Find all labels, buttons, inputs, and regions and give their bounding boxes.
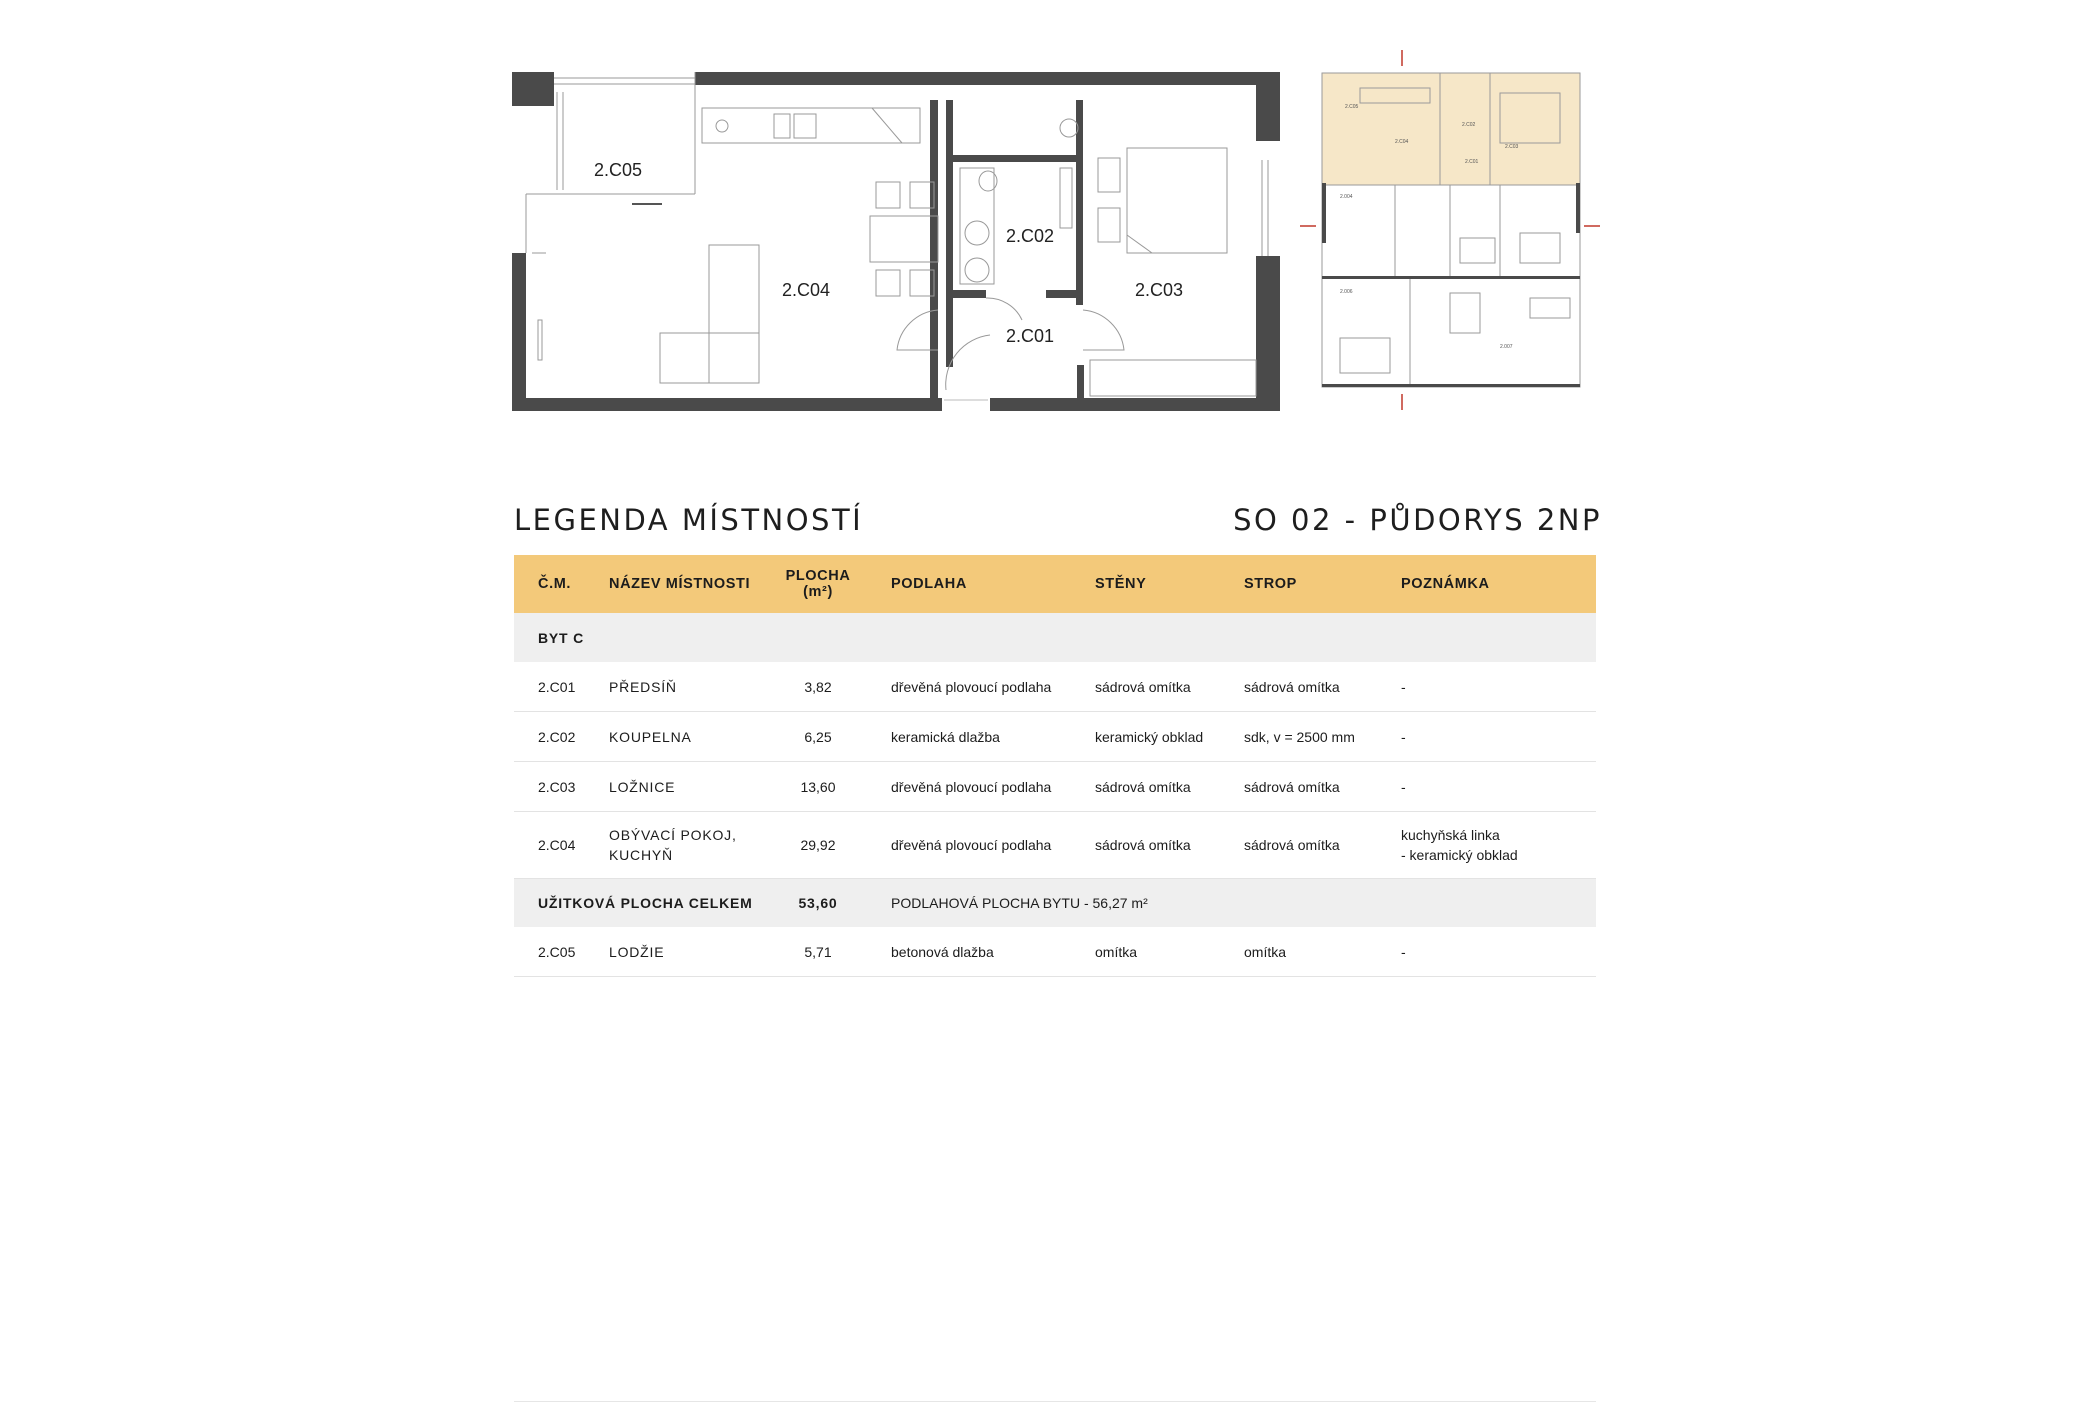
cell-walls: keramický obklad [1071, 712, 1220, 762]
cell-cm: 2.C03 [514, 762, 585, 812]
key-plan-room-label: 2.C03 [1505, 144, 1519, 150]
cell-name: PŘEDSÍŇ [585, 662, 769, 712]
cell-ceiling: sdk, v = 2500 mm [1220, 712, 1377, 762]
cell-walls: sádrová omítka [1071, 762, 1220, 812]
cell-walls: omítka [1071, 927, 1220, 977]
room-legend-table [514, 555, 1596, 977]
key-plan-room-label: 2.007 [1500, 344, 1513, 350]
sofa [538, 245, 759, 383]
cell-note: - [1377, 927, 1596, 977]
total-row [514, 879, 1596, 928]
cell-note [1377, 812, 1596, 879]
cell-cm: 2.C02 [514, 712, 585, 762]
floor-title: SO 02 - PŮDORYS 2NP [1233, 503, 1602, 537]
key-plan-room-label: 2.004 [1340, 194, 1353, 200]
floor-key-plan [1300, 48, 1600, 412]
col-header-area-label: PLOCHA [785, 568, 851, 584]
table-row [514, 927, 1596, 977]
cell-note: - [1377, 762, 1596, 812]
room-label: 2.C02 [1006, 226, 1055, 246]
col-header-walls: STĚNY [1071, 555, 1220, 613]
cell-area: 5,71 [769, 927, 867, 977]
group-row [514, 613, 1596, 662]
cell-ceiling: sádrová omítka [1220, 762, 1377, 812]
cell-ceiling: sádrová omítka [1220, 662, 1377, 712]
room-label: 2.C05 [594, 160, 643, 180]
cell-floor: dřevěná plovoucí podlaha [867, 762, 1071, 812]
legend-title: LEGENDA MÍSTNOSTÍ [514, 503, 864, 537]
apartment-floor-plan [512, 70, 1280, 412]
cell-name: LOŽNICE [585, 762, 769, 812]
cell-area: 29,92 [769, 812, 867, 879]
cell-floor: dřevěná plovoucí podlaha [867, 812, 1071, 879]
key-plan-room-label: 2.006 [1340, 289, 1353, 295]
key-plan-room-label: 2.C01 [1465, 159, 1479, 165]
cell-note: - [1377, 712, 1596, 762]
cell-cm: 2.C01 [514, 662, 585, 712]
cell-name [585, 812, 769, 879]
table-header-row [514, 555, 1596, 613]
cell-note-line2: - keramický obklad [1401, 847, 1518, 863]
bed [1090, 148, 1256, 396]
key-plan-walls [1322, 183, 1580, 387]
room-label: 2.C01 [1006, 326, 1055, 346]
cell-walls: sádrová omítka [1071, 812, 1220, 879]
col-header-cm: Č.M. [514, 555, 585, 613]
bathroom-fixtures [960, 119, 1078, 284]
kitchen-counter [702, 108, 920, 143]
cell-walls: sádrová omítka [1071, 662, 1220, 712]
cell-area: 6,25 [769, 712, 867, 762]
table-row [514, 712, 1596, 762]
total-area: 53,60 [769, 879, 867, 928]
cell-cm: 2.C05 [514, 927, 585, 977]
cell-area: 13,60 [769, 762, 867, 812]
room-label: 2.C04 [782, 280, 831, 300]
total-floor-area: PODLAHOVÁ PLOCHA BYTU - 56,27 m² [867, 879, 1596, 928]
cell-note-line1: kuchyňská linka [1401, 827, 1500, 843]
col-header-area-unit: (m²) [803, 584, 833, 600]
table-row [514, 762, 1596, 812]
key-plan-room-label: 2.C05 [1345, 104, 1359, 110]
cell-ceiling: sádrová omítka [1220, 812, 1377, 879]
total-label: UŽITKOVÁ PLOCHA CELKEM [514, 879, 769, 928]
key-plan-room-label: 2.C02 [1462, 122, 1476, 128]
dining-table [870, 182, 938, 296]
cell-name: KOUPELNA [585, 712, 769, 762]
table-row [514, 812, 1596, 879]
room-label: 2.C03 [1135, 280, 1184, 300]
cell-ceiling: omítka [1220, 927, 1377, 977]
highlighted-apartment [1322, 73, 1580, 185]
cell-floor: betonová dlažba [867, 927, 1071, 977]
cell-cm: 2.C04 [514, 812, 585, 879]
cell-name-line1: OBÝVACÍ POKOJ, [609, 827, 737, 843]
cell-floor: keramická dlažba [867, 712, 1071, 762]
group-label: BYT C [514, 613, 1596, 662]
col-header-area [769, 555, 867, 613]
col-header-name: NÁZEV MÍSTNOSTI [585, 555, 769, 613]
cell-area: 3,82 [769, 662, 867, 712]
key-plan-room-label: 2.C04 [1395, 139, 1409, 145]
cell-name: LODŽIE [585, 927, 769, 977]
table-row [514, 662, 1596, 712]
col-header-floor: PODLAHA [867, 555, 1071, 613]
col-header-note: POZNÁMKA [1377, 555, 1596, 613]
cell-floor: dřevěná plovoucí podlaha [867, 662, 1071, 712]
cell-name-line2: KUCHYŇ [609, 847, 673, 863]
col-header-ceiling: STROP [1220, 555, 1377, 613]
cell-note: - [1377, 662, 1596, 712]
